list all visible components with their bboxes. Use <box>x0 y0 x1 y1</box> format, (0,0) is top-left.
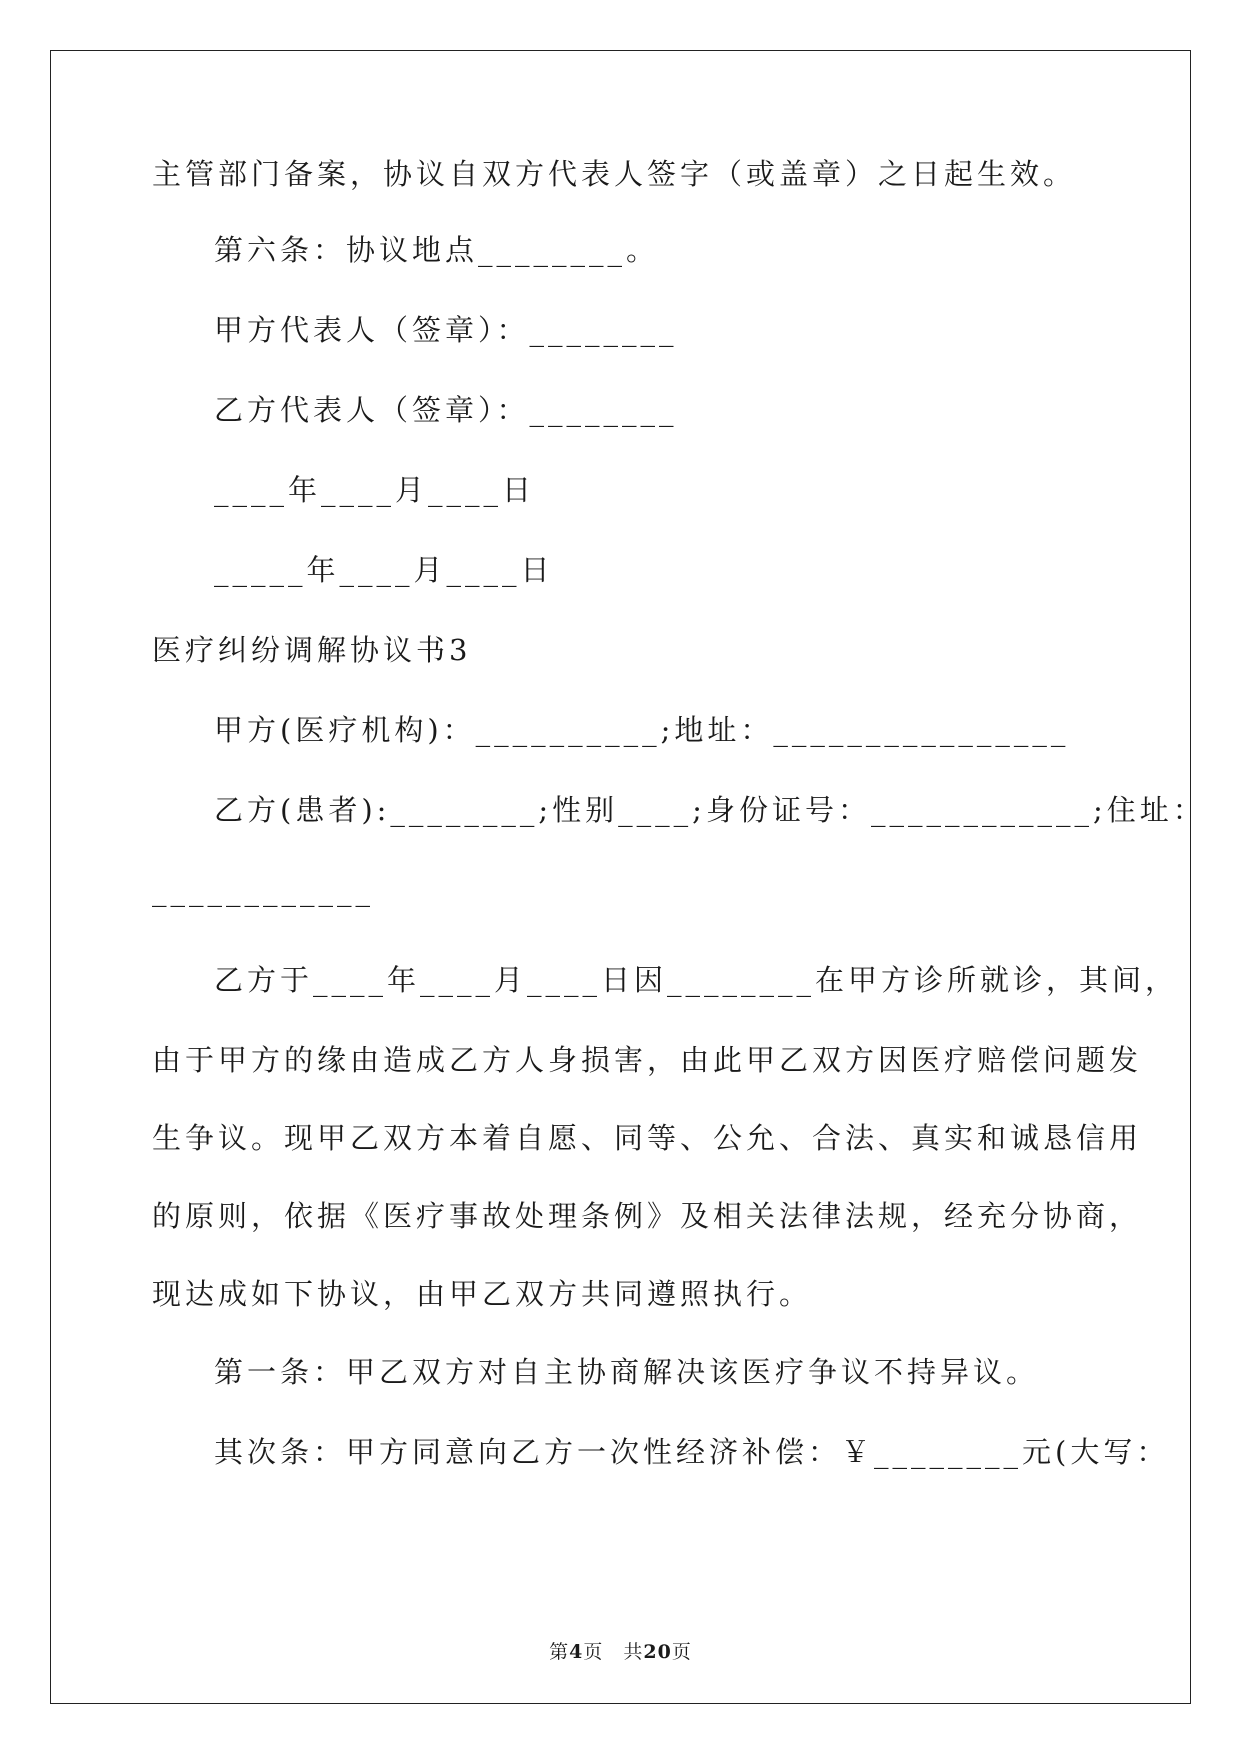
text-line: 乙方代表人（签章）：________ <box>214 393 678 427</box>
footer-page-number: 4 <box>569 1641 584 1663</box>
footer-suffix: 页 <box>671 1641 692 1663</box>
text-line: 的原则，依据《医疗事故处理条例》及相关法律法规，经充分协商， <box>152 1199 1143 1233</box>
text-line: 第一条：甲乙双方对自主协商解决该医疗争议不持异议。 <box>214 1355 1040 1389</box>
text-line: _____年____月____日 <box>214 553 554 587</box>
text-line: ____年____月____日 <box>214 473 536 507</box>
text-line: 由于甲方的缘由造成乙方人身损害，由此甲乙双方因医疗赔偿问题发 <box>152 1043 1143 1077</box>
text-line: 其次条：甲方同意向乙方一次性经济补偿：￥________元(大写： <box>214 1435 1170 1469</box>
footer-total-pages: 20 <box>643 1641 672 1663</box>
page-footer <box>0 1640 1241 1664</box>
text-line: 乙方(患者):________;性别____;身份证号：____________;住址： <box>214 793 1206 827</box>
text-line: 生争议。现甲乙双方本着自愿、同等、公允、合法、真实和诚恳信用 <box>152 1121 1143 1155</box>
section-heading: 医疗纠纷调解协议书3 <box>152 633 472 667</box>
footer-prefix: 第 <box>549 1641 570 1663</box>
text-line: 乙方于____年____月____日因________在甲方诊所就诊，其间， <box>214 963 1179 997</box>
footer-mid: 页 共 <box>583 1641 644 1663</box>
text-line: 第六条：协议地点________。 <box>214 233 660 267</box>
text-line: 现达成如下协议，由甲乙双方共同遵照执行。 <box>152 1277 813 1311</box>
text-line: 主管部门备案，协议自双方代表人签字（或盖章）之日起生效。 <box>152 157 1077 191</box>
text-line: ____________ <box>152 873 374 907</box>
text-line: 甲方代表人（签章）：________ <box>214 313 678 347</box>
text-line: 甲方(医疗机构)：__________;地址：________________ <box>214 713 1070 747</box>
